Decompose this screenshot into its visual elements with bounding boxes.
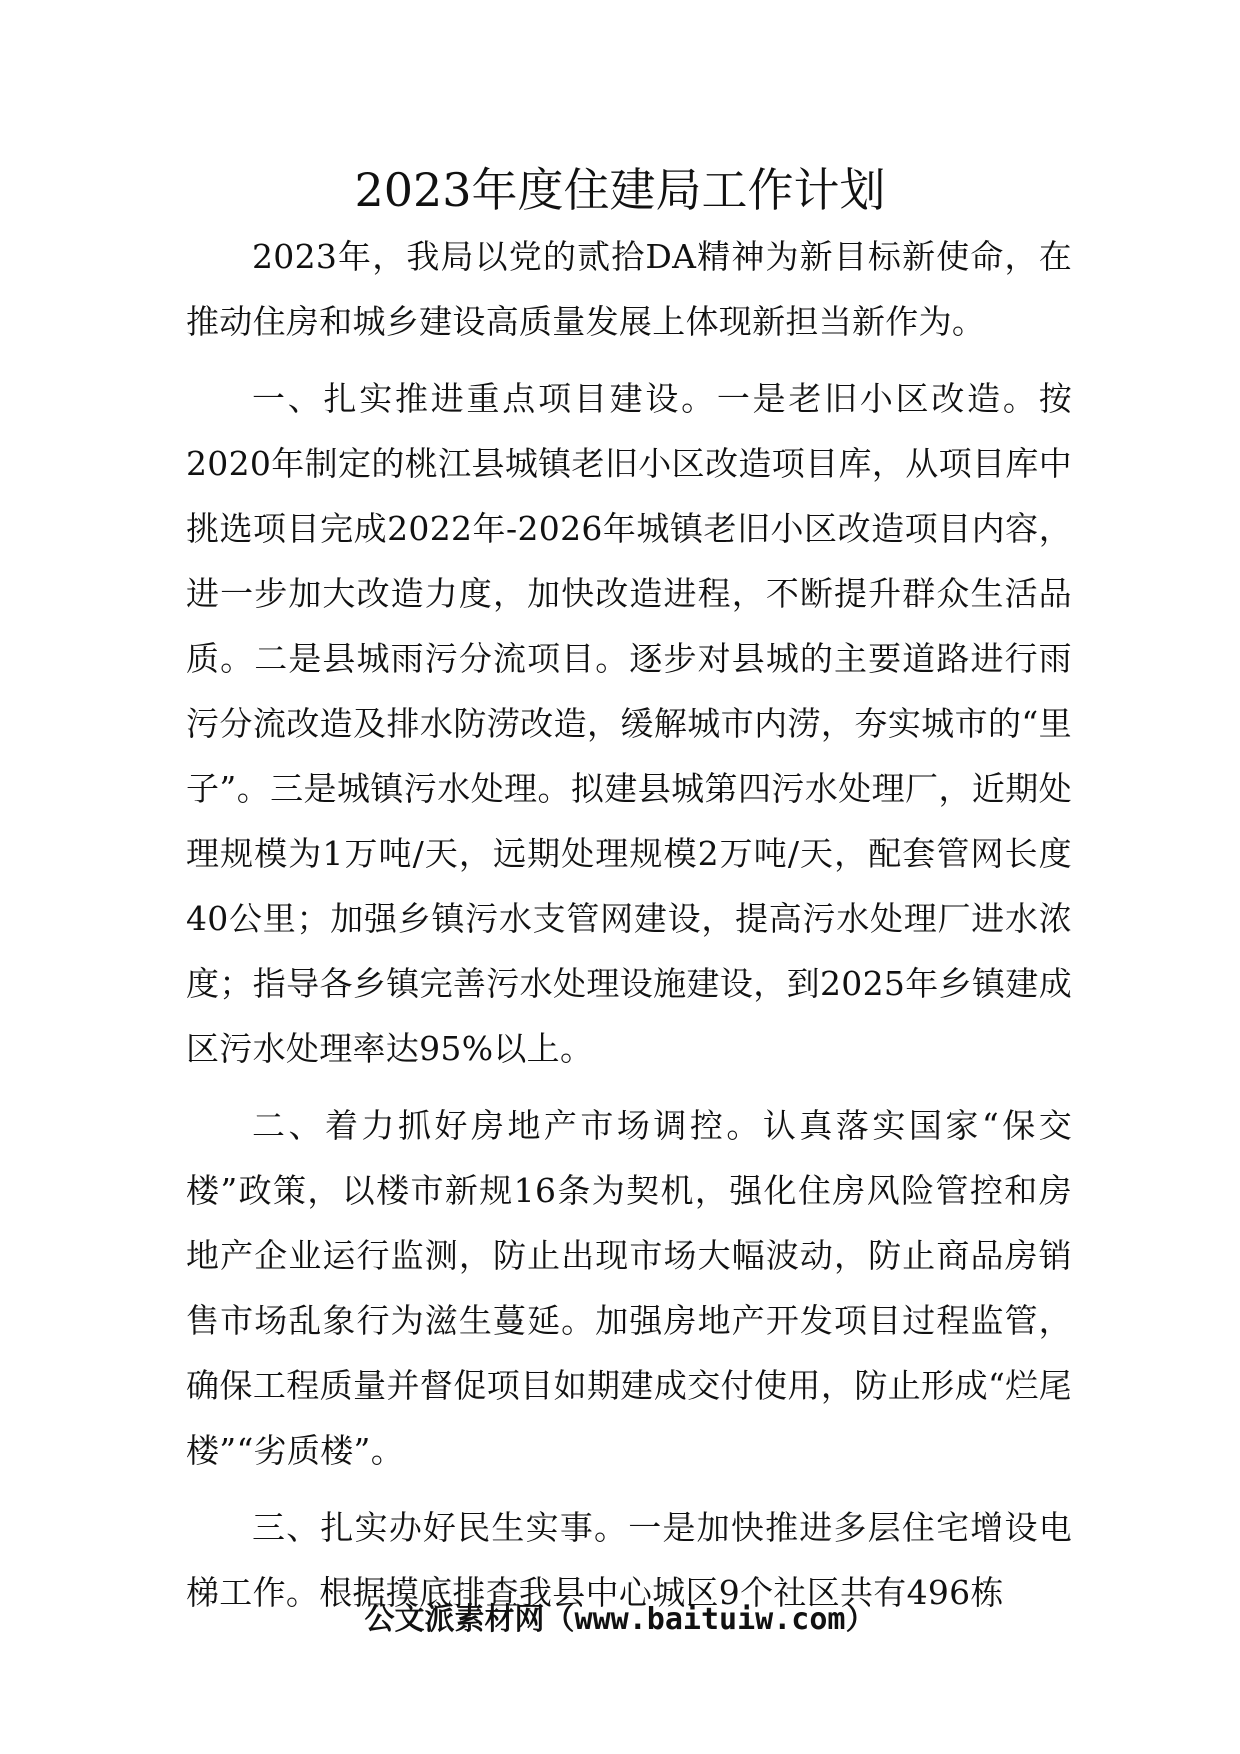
paragraph-section-3: 三、扎实办好民生实事。一是加快推进多层住宅增设电梯工作。根据摸底排查我县中心城区9个社区共有496栋 [186,1508,1072,1612]
paragraph-section-1: 一、扎实推进重点项目建设。一是老旧小区改造。按2020年制定的桃江县城镇老旧小区改造项目库，从项目库中挑选项目完成2022年-2026年城镇老旧小区改造项目内容，进一步加大改造力度，加快改造进程，不断提升群众生活品质。二是县城雨污分流项目。逐步对县城的主要道路进行雨污分流改造及排水防涝改造，缓解城市内涝，夯实城市的“里子”。三是城镇污水处理。拟建县城第四污水处理厂，近期处理规模为1万吨/天，远期处理规模2万吨/天，配套管网长度40公里；加强乡镇污水支管网建设，提高污水处理厂进水浓度；指导各乡镇完善污水处理设施建设，到2025年乡镇建成区污水处理率达95%以上。 [186,379,1072,1068]
footer-url: （www.baituiw.com） [544,1602,876,1637]
paragraph-intro: 2023年，我局以党的贰拾DA精神为新目标新使命，在推动住房和城乡建设高质量发展上体现新担当新作为。 [186,237,1072,341]
footer-watermark [0,1598,1240,1642]
paragraph-section-2: 二、着力抓好房地产市场调控。认真落实国家“保交楼”政策，以楼市新规16条为契机，强化住房风险管控和房地产企业运行监测，防止出现市场大幅波动，防止商品房销售市场乱象行为滋生蔓延。加强房地产开发项目过程监管，确保工程质量并督促项目如期建成交付使用，防止形成“烂尾楼”“劣质楼”。 [186,1106,1072,1470]
footer-site-name: 公文派素材网 [364,1602,545,1637]
document-body [186,224,1072,1625]
document-title: 2023年度住建局工作计划 [354,163,886,217]
